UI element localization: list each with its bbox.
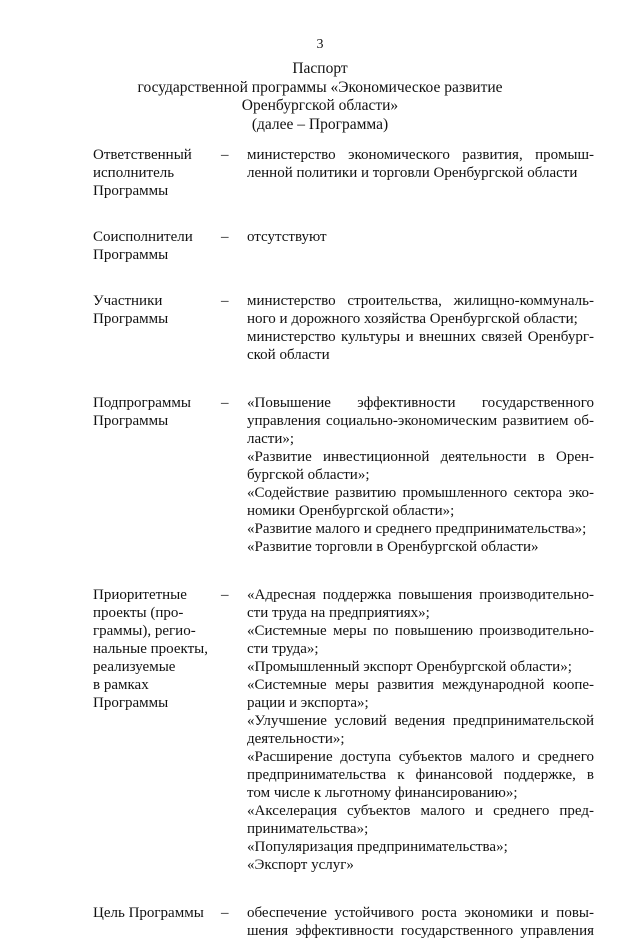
row-subprograms: [93, 394, 598, 556]
row-dash: –: [221, 905, 229, 921]
passport-title: [0, 60, 640, 134]
value-line: «Улучшение условий ведения предпринимательской: [247, 713, 594, 729]
value-line: «Промышленный экспорт Оренбургской области»;: [247, 659, 572, 675]
title-line-3: Оренбургской области»: [241, 97, 399, 114]
title-line-2: государственной программы «Экономическое развитие: [137, 78, 503, 96]
row-participants: [93, 292, 598, 364]
row-dash: –: [221, 293, 229, 309]
label-line: Программы: [93, 247, 169, 263]
value-line: бургской области»;: [247, 467, 370, 483]
label-line: исполнитель: [93, 165, 175, 181]
value-line: обеспечение устойчивого роста экономики и повы-: [247, 905, 594, 921]
value-line: ласти»;: [247, 431, 295, 447]
value-line: «Развитие малого и среднего предпринимательства»;: [247, 521, 587, 537]
row-label: [93, 292, 218, 364]
value-line: предпринимательства к финансовой поддержке, в: [247, 767, 594, 783]
row-label: [93, 394, 218, 556]
value-line: шения эффективности государственного управления: [247, 923, 594, 939]
row-value: [247, 586, 594, 874]
row-priority-projects: [93, 586, 598, 874]
value-line: «Популяризация предпринимательства»;: [247, 839, 508, 855]
value-line: «Повышение эффективности государственного: [247, 395, 594, 411]
passport-table: [93, 146, 598, 940]
title-line-1: Паспорт: [292, 60, 348, 77]
value-line: рации и экспорта»;: [247, 695, 369, 711]
value-line: сти труда»;: [247, 641, 319, 657]
row-dash: –: [221, 147, 229, 163]
value-line: ного и дорожного хозяйства Оренбургской области;: [247, 311, 578, 327]
label-line: Цель Программы: [93, 905, 204, 921]
row-value: [247, 904, 594, 940]
row-dash: –: [221, 587, 229, 603]
row-label: [93, 586, 218, 874]
row-dash: –: [221, 395, 229, 411]
value-line: ской области: [247, 347, 330, 363]
row-dash: –: [221, 229, 229, 245]
row-value: [247, 228, 594, 264]
value-line: министерство строительства, жилищно-коммуналь-: [247, 293, 594, 309]
value-line: «Экспорт услуг»: [247, 857, 354, 873]
label-line: Соисполнители: [93, 229, 193, 245]
label-line: Программы: [93, 695, 169, 711]
value-line: министерство культуры и внешних связей Оренбург-: [247, 329, 594, 345]
value-line: «Содействие развитию промышленного сектора эко-: [247, 485, 594, 501]
label-line: проекты (про-: [93, 605, 184, 621]
value-line: принимательства»;: [247, 821, 369, 837]
label-line: Программы: [93, 413, 169, 429]
label-line: в рамках: [93, 677, 149, 693]
value-line: отсутствуют: [247, 229, 327, 245]
value-line: министерство экономического развития, промыш-: [247, 147, 594, 163]
label-line: Программы: [93, 183, 169, 199]
label-line: Подпрограммы: [93, 395, 191, 411]
row-responsible-executor: [93, 146, 598, 200]
row-value: [247, 292, 594, 364]
title-line-4: (далее – Программа): [251, 115, 389, 133]
value-line: «Системные меры развития международной коопе-: [247, 677, 594, 693]
label-line: нальные проекты,: [93, 641, 208, 657]
value-line: сти труда на предприятиях»;: [247, 605, 430, 621]
label-line: граммы), регио-: [93, 623, 196, 639]
value-line: номики Оренбургской области»;: [247, 503, 455, 519]
value-line: управления социально-экономическим развитием об-: [247, 413, 594, 429]
value-line: том числе к льготному финансированию»;: [247, 785, 518, 801]
row-label: [93, 228, 218, 264]
label-line: Приоритетные: [93, 587, 187, 603]
label-line: Участники: [93, 293, 163, 309]
row-label: [93, 146, 218, 200]
value-line: ленной политики и торговли Оренбургской области: [247, 165, 578, 181]
value-line: «Системные меры по повышению производительно-: [247, 623, 594, 639]
page-number: 3: [316, 37, 324, 52]
row-value: [247, 146, 594, 200]
label-line: Ответственный: [93, 147, 192, 163]
value-line: «Акселерация субъектов малого и среднего пред-: [247, 803, 594, 819]
row-label: [93, 904, 218, 940]
row-co-executors: [93, 228, 598, 264]
value-line: «Расширение доступа субъектов малого и среднего: [247, 749, 594, 765]
value-line: «Развитие инвестиционной деятельности в Орен-: [247, 449, 594, 465]
label-line: реализуемые: [93, 659, 176, 675]
row-program-goal: [93, 904, 598, 940]
value-line: «Адресная поддержка повышения производительно-: [247, 587, 594, 603]
value-line: «Развитие торговли в Оренбургской области»: [247, 539, 539, 555]
value-line: деятельности»;: [247, 731, 345, 747]
label-line: Программы: [93, 311, 169, 327]
row-value: [247, 394, 594, 556]
